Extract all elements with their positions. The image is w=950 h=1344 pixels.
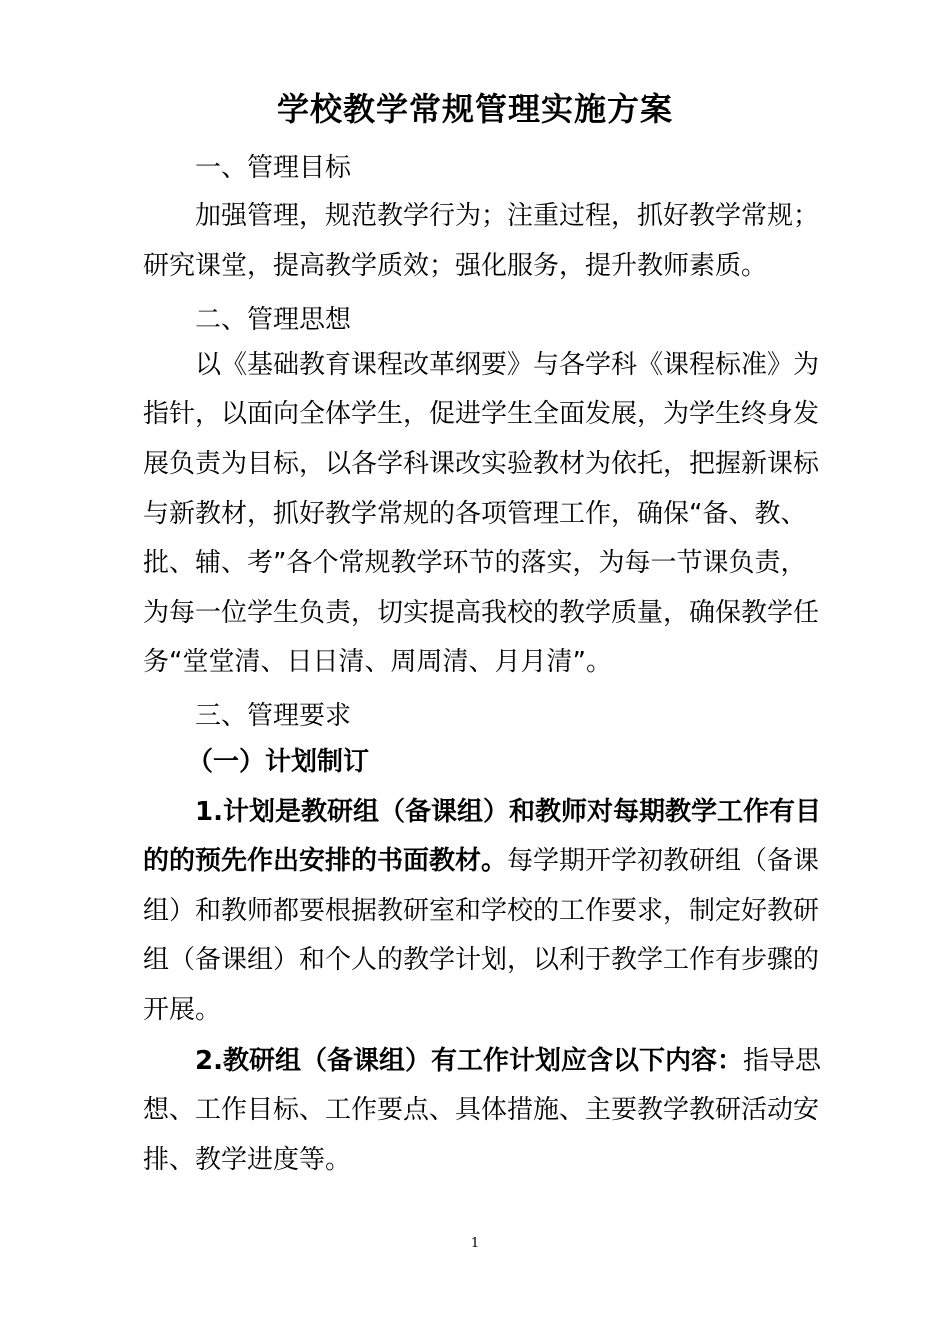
paragraph-line: 组（备课组）和个人的教学计划，以利于教学工作有步骤的 [143, 945, 820, 975]
paragraph-line: 展负责为目标，以各学科课改实验教材为依托，把握新课标 [143, 449, 820, 479]
section-heading-philosophy: 二、管理思想 [195, 305, 352, 335]
paragraph-line: 组）和教师都要根据教研室和学校的工作要求，制定好教研 [143, 896, 820, 926]
paragraph-line: 指针，以面向全体学生，促进学生全面发展，为学生终身发 [143, 399, 820, 429]
paragraph-line: 加强管理，规范教学行为；注重过程，抓好教学常规； [195, 201, 820, 231]
paragraph-line: 为每一位学生负责，切实提高我校的教学质量，确保教学任 [143, 598, 820, 628]
paragraph-line-mixed [195, 1036, 821, 1086]
bold-text: 的的预先作出安排的书面教材。 [143, 846, 508, 876]
page-number: 1 [470, 1236, 480, 1251]
paragraph-line: 与新教材，抓好教学常规的各项管理工作，确保“备、教、 [143, 499, 807, 529]
section-heading-goals: 一、管理目标 [195, 153, 352, 183]
paragraph-line: 排、教学进度等。 [143, 1145, 352, 1175]
paragraph-line: 开展。 [143, 995, 222, 1025]
section-heading-requirements: 三、管理要求 [195, 701, 352, 731]
subsection-heading-planning: （一）计划制订 [187, 747, 370, 777]
paragraph-line: 研究课堂，提高教学质效；强化服务，提升教师素质。 [143, 251, 768, 281]
paragraph-line: 1.计划是教研组（备课组）和教师对每期教学工作有目 [195, 797, 821, 827]
paragraph-line: 以《基础教育课程改革纲要》与各学科《课程标准》为 [195, 350, 820, 380]
paragraph-line: 想、工作目标、工作要点、具体措施、主要教学教研活动安 [143, 1095, 820, 1125]
bold-text: 2.教研组（备课组）有工作计划应含以下内容： [195, 1046, 743, 1076]
regular-text: 指导思 [742, 1046, 821, 1076]
paragraph-line: 务“堂堂清、日日清、周周清、月月清”。 [143, 647, 612, 677]
paragraph-line: 批、辅、考”各个常规教学环节的落实，为每一节课负责， [143, 548, 807, 578]
regular-text: 每学期开学初教研组（备课 [507, 846, 820, 876]
paragraph-line-mixed [143, 836, 820, 886]
document-title: 学校教学常规管理实施方案 [276, 90, 673, 128]
